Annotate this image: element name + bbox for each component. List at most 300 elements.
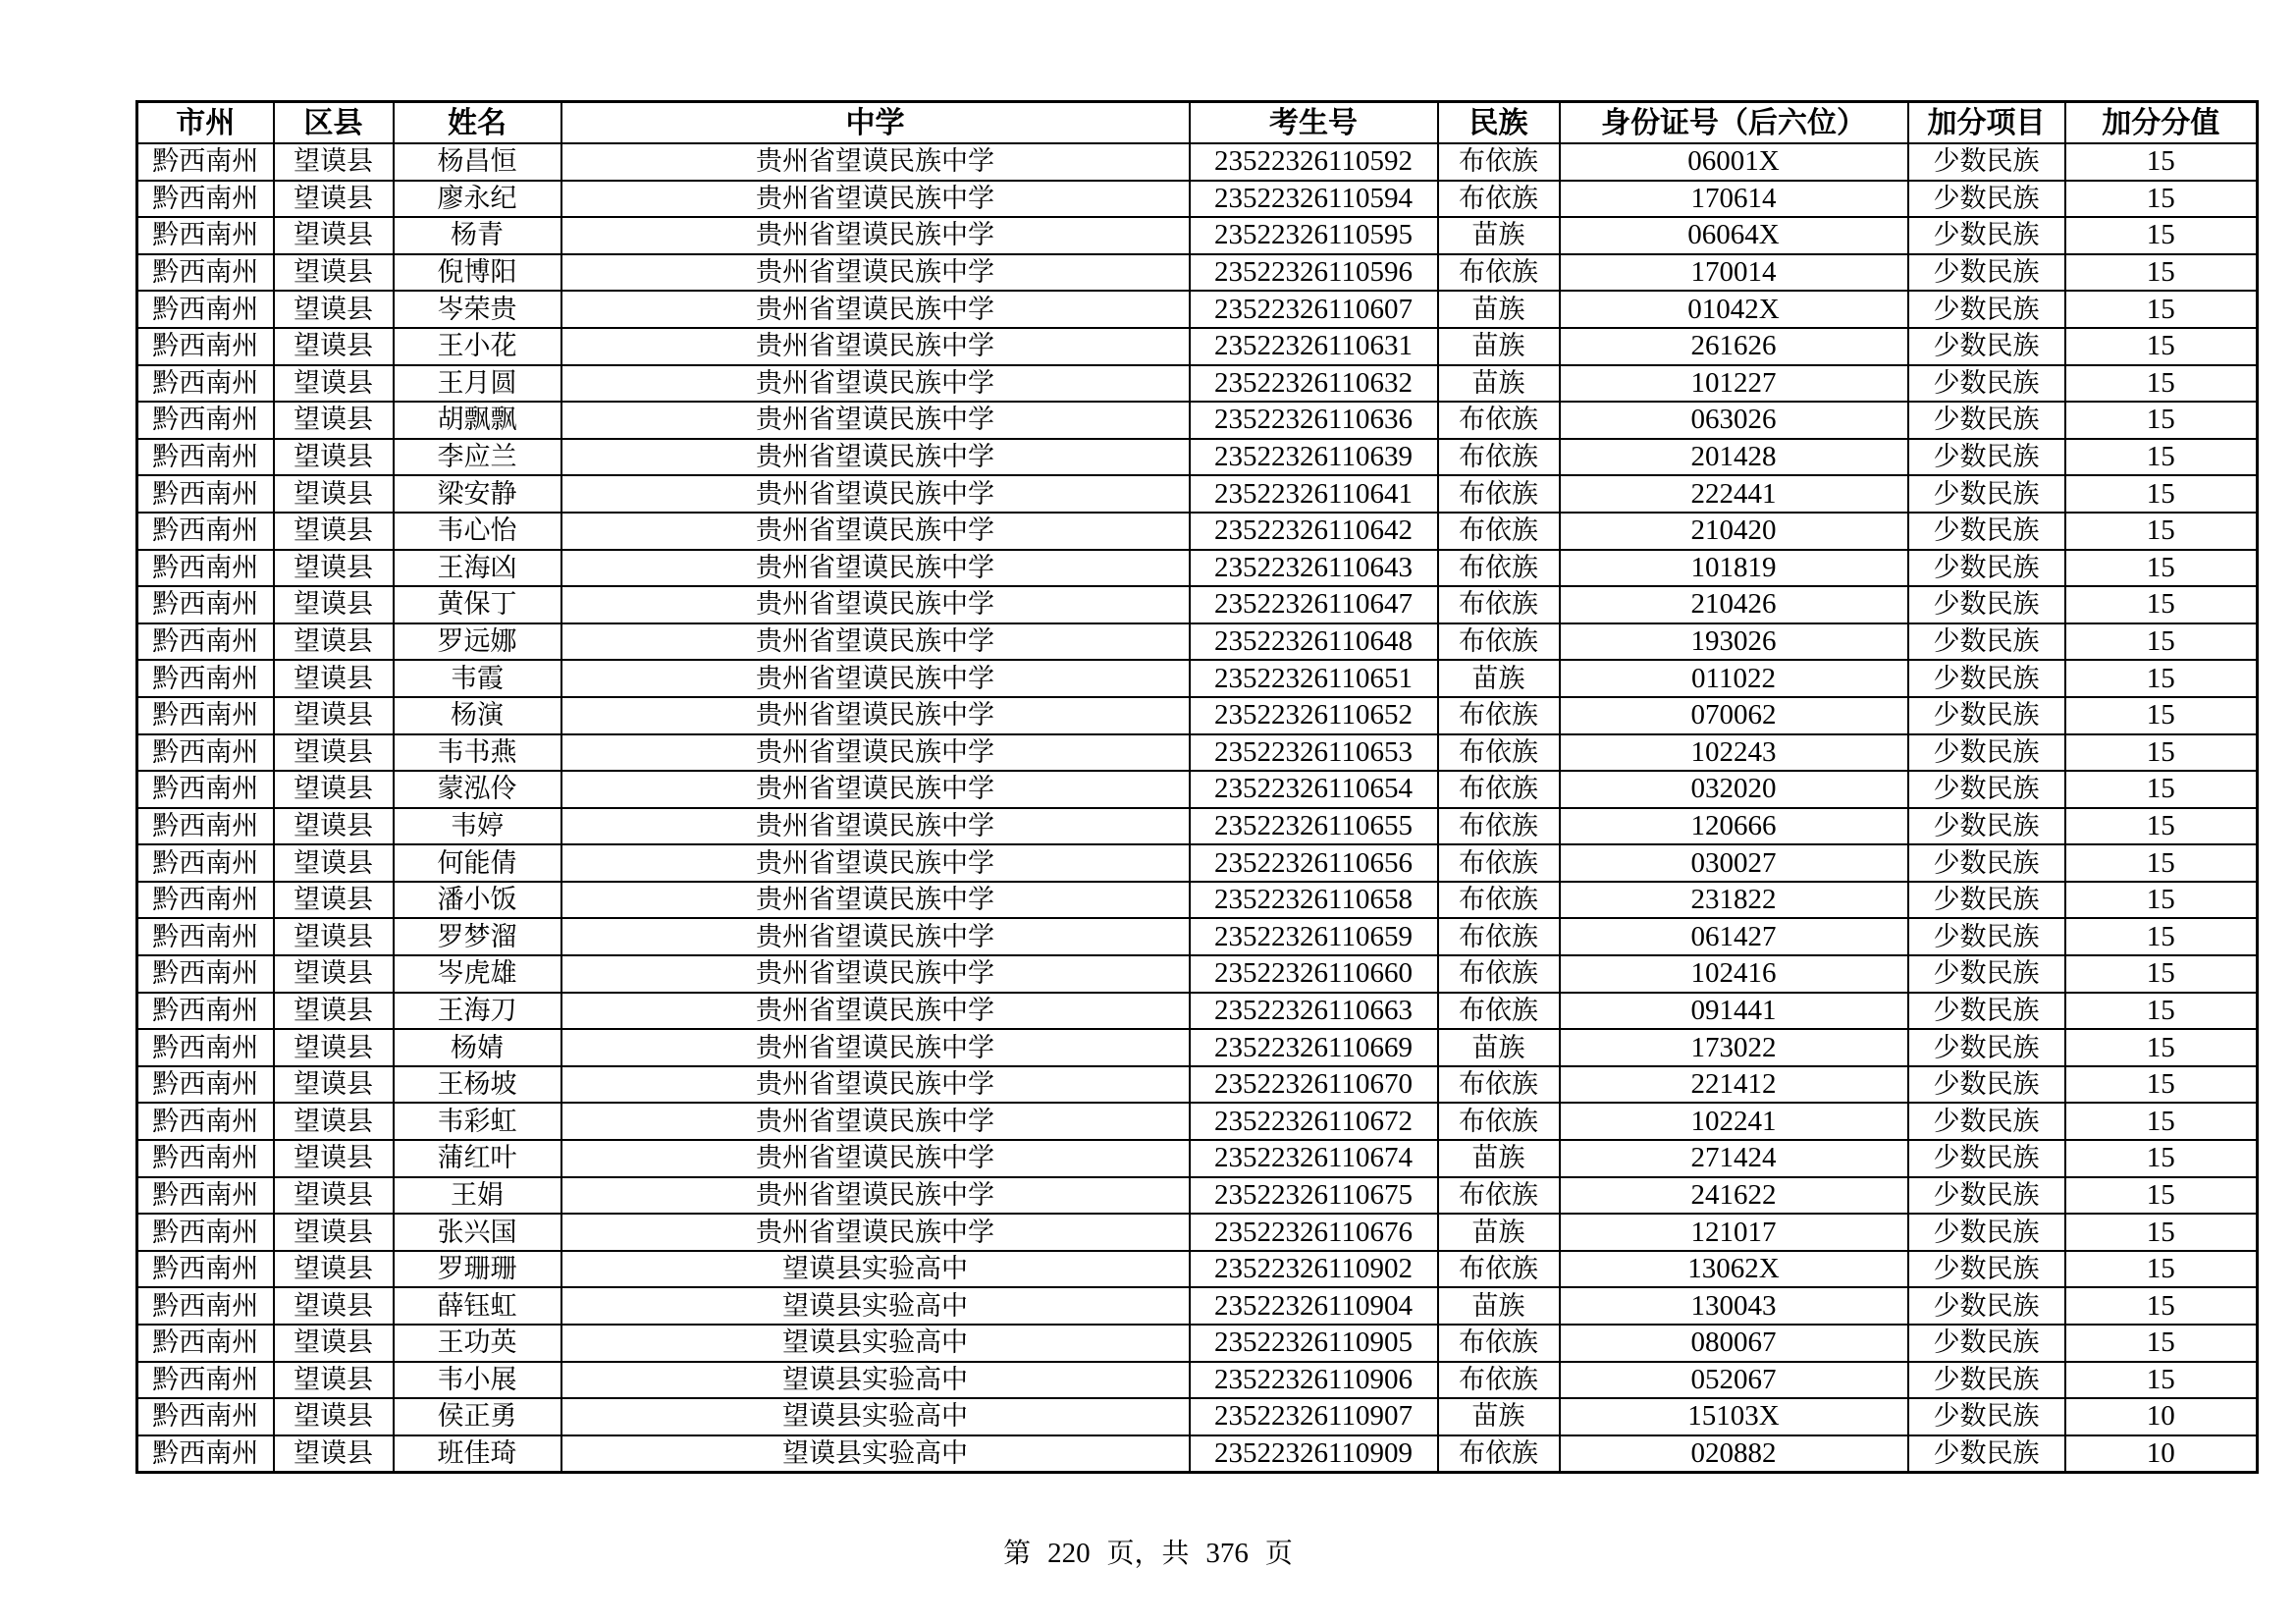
id-suffix-cell: 221412: [1560, 1066, 1908, 1104]
school-cell: 贵州省望谟民族中学: [561, 844, 1190, 882]
city-cell: 黔西南州: [137, 1066, 274, 1104]
name-cell: 韦霞: [394, 660, 561, 697]
city-cell: 黔西南州: [137, 439, 274, 476]
bonus-item-cell: 少数民族: [1908, 1177, 2065, 1215]
city-cell: 黔西南州: [137, 475, 274, 513]
bonus-item-cell: 少数民族: [1908, 1398, 2065, 1435]
table-row: [137, 1029, 2258, 1066]
county-cell: 望谟县: [274, 1251, 394, 1288]
name-cell: 岑荣贵: [394, 291, 561, 328]
table-row: [137, 143, 2258, 181]
city-cell: 黔西南州: [137, 697, 274, 734]
table-row: [137, 439, 2258, 476]
ethnicity-cell: 苗族: [1438, 217, 1560, 254]
bonus-score-cell: 10: [2065, 1398, 2258, 1435]
id-suffix-cell: 102416: [1560, 955, 1908, 993]
county-cell: 望谟县: [274, 513, 394, 550]
city-cell: 黔西南州: [137, 1251, 274, 1288]
school-cell: 望谟县实验高中: [561, 1435, 1190, 1473]
ethnicity-cell: 布依族: [1438, 771, 1560, 808]
ethnicity-cell: 布依族: [1438, 1362, 1560, 1399]
current-page-number: 220: [1047, 1538, 1091, 1569]
school-cell: 望谟县实验高中: [561, 1362, 1190, 1399]
name-cell: 蒲红叶: [394, 1140, 561, 1177]
exam-number-cell: 23522326110654: [1190, 771, 1438, 808]
school-cell: 贵州省望谟民族中学: [561, 1066, 1190, 1104]
county-cell: 望谟县: [274, 1214, 394, 1251]
name-cell: 胡飘飘: [394, 402, 561, 439]
bonus-score-cell: 15: [2065, 254, 2258, 292]
table-row: [137, 1325, 2258, 1362]
bonus-score-cell: 15: [2065, 993, 2258, 1030]
ethnicity-cell: 布依族: [1438, 1103, 1560, 1140]
city-cell: 黔西南州: [137, 844, 274, 882]
table-row: [137, 181, 2258, 218]
table-row: [137, 623, 2258, 661]
ethnicity-cell: 苗族: [1438, 1398, 1560, 1435]
bonus-item-cell: 少数民族: [1908, 1066, 2065, 1104]
bonus-item-cell: 少数民族: [1908, 402, 2065, 439]
ethnicity-cell: 布依族: [1438, 1325, 1560, 1362]
id-suffix-cell: 210420: [1560, 513, 1908, 550]
id-suffix-cell: 120666: [1560, 808, 1908, 845]
total-page-count: 376: [1205, 1538, 1249, 1569]
county-cell: 望谟县: [274, 475, 394, 513]
county-cell: 望谟县: [274, 808, 394, 845]
name-cell: 杨昌恒: [394, 143, 561, 181]
ethnicity-cell: 布依族: [1438, 955, 1560, 993]
school-cell: 望谟县实验高中: [561, 1325, 1190, 1362]
bonus-item-cell: 少数民族: [1908, 550, 2065, 587]
id-suffix-cell: 231822: [1560, 882, 1908, 919]
page-footer: [0, 1532, 2296, 1571]
name-cell: 李应兰: [394, 439, 561, 476]
footer-prefix: 第: [1003, 1537, 1032, 1569]
name-cell: 王功英: [394, 1325, 561, 1362]
county-cell: 望谟县: [274, 918, 394, 955]
table-row: [137, 955, 2258, 993]
city-cell: 黔西南州: [137, 328, 274, 365]
name-cell: 王海刀: [394, 993, 561, 1030]
city-cell: 黔西南州: [137, 586, 274, 623]
county-cell: 望谟县: [274, 439, 394, 476]
id-suffix-cell: 080067: [1560, 1325, 1908, 1362]
ethnicity-cell: 苗族: [1438, 365, 1560, 403]
ethnicity-cell: 布依族: [1438, 918, 1560, 955]
city-cell: 黔西南州: [137, 1177, 274, 1215]
name-cell: 罗珊珊: [394, 1251, 561, 1288]
city-cell: 黔西南州: [137, 1029, 274, 1066]
school-cell: 贵州省望谟民族中学: [561, 217, 1190, 254]
name-cell: 张兴国: [394, 1214, 561, 1251]
column-header-city: 市州: [137, 102, 274, 144]
school-cell: 贵州省望谟民族中学: [561, 955, 1190, 993]
table-row: [137, 1362, 2258, 1399]
county-cell: 望谟县: [274, 1325, 394, 1362]
exam-number-cell: 23522326110607: [1190, 291, 1438, 328]
city-cell: 黔西南州: [137, 771, 274, 808]
county-cell: 望谟县: [274, 328, 394, 365]
table-row: [137, 1177, 2258, 1215]
county-cell: 望谟县: [274, 1287, 394, 1325]
ethnicity-cell: 布依族: [1438, 586, 1560, 623]
school-cell: 贵州省望谟民族中学: [561, 550, 1190, 587]
name-cell: 韦小展: [394, 1362, 561, 1399]
name-cell: 岑虎雄: [394, 955, 561, 993]
ethnicity-cell: 布依族: [1438, 1177, 1560, 1215]
county-cell: 望谟县: [274, 550, 394, 587]
county-cell: 望谟县: [274, 1103, 394, 1140]
bonus-score-cell: 15: [2065, 1287, 2258, 1325]
county-cell: 望谟县: [274, 1140, 394, 1177]
id-suffix-cell: 201428: [1560, 439, 1908, 476]
id-suffix-cell: 070062: [1560, 697, 1908, 734]
exam-number-cell: 23522326110669: [1190, 1029, 1438, 1066]
name-cell: 王杨坡: [394, 1066, 561, 1104]
school-cell: 贵州省望谟民族中学: [561, 808, 1190, 845]
city-cell: 黔西南州: [137, 1287, 274, 1325]
bonus-item-cell: 少数民族: [1908, 475, 2065, 513]
id-suffix-cell: 06001X: [1560, 143, 1908, 181]
bonus-score-cell: 15: [2065, 734, 2258, 772]
id-suffix-cell: 170614: [1560, 181, 1908, 218]
ethnicity-cell: 布依族: [1438, 1251, 1560, 1288]
city-cell: 黔西南州: [137, 1398, 274, 1435]
school-cell: 贵州省望谟民族中学: [561, 918, 1190, 955]
school-cell: 贵州省望谟民族中学: [561, 365, 1190, 403]
exam-number-cell: 23522326110651: [1190, 660, 1438, 697]
bonus-score-cell: 15: [2065, 550, 2258, 587]
name-cell: 杨演: [394, 697, 561, 734]
city-cell: 黔西南州: [137, 1435, 274, 1473]
city-cell: 黔西南州: [137, 181, 274, 218]
school-cell: 贵州省望谟民族中学: [561, 586, 1190, 623]
table-row: [137, 217, 2258, 254]
column-header-county: 区县: [274, 102, 394, 144]
county-cell: 望谟县: [274, 955, 394, 993]
bonus-item-cell: 少数民族: [1908, 844, 2065, 882]
ethnicity-cell: 布依族: [1438, 475, 1560, 513]
table-row: [137, 1398, 2258, 1435]
school-cell: 望谟县实验高中: [561, 1287, 1190, 1325]
county-cell: 望谟县: [274, 660, 394, 697]
id-suffix-cell: 030027: [1560, 844, 1908, 882]
table-row: [137, 1435, 2258, 1473]
city-cell: 黔西南州: [137, 660, 274, 697]
exam-number-cell: 23522326110907: [1190, 1398, 1438, 1435]
exam-number-cell: 23522326110659: [1190, 918, 1438, 955]
school-cell: 贵州省望谟民族中学: [561, 771, 1190, 808]
ethnicity-cell: 布依族: [1438, 181, 1560, 218]
name-cell: 王小花: [394, 328, 561, 365]
table-row: [137, 660, 2258, 697]
city-cell: 黔西南州: [137, 918, 274, 955]
exam-number-cell: 23522326110641: [1190, 475, 1438, 513]
bonus-score-cell: 15: [2065, 844, 2258, 882]
city-cell: 黔西南州: [137, 291, 274, 328]
city-cell: 黔西南州: [137, 550, 274, 587]
id-suffix-cell: 193026: [1560, 623, 1908, 661]
name-cell: 杨婧: [394, 1029, 561, 1066]
column-header-name: 姓名: [394, 102, 561, 144]
bonus-score-cell: 15: [2065, 1177, 2258, 1215]
column-header-bonus-score: 加分分值: [2065, 102, 2258, 144]
bonus-item-cell: 少数民族: [1908, 439, 2065, 476]
ethnicity-cell: 布依族: [1438, 513, 1560, 550]
school-cell: 贵州省望谟民族中学: [561, 513, 1190, 550]
exam-number-cell: 23522326110660: [1190, 955, 1438, 993]
ethnicity-cell: 布依族: [1438, 1435, 1560, 1473]
school-cell: 贵州省望谟民族中学: [561, 1214, 1190, 1251]
exam-number-cell: 23522326110905: [1190, 1325, 1438, 1362]
id-suffix-cell: 170014: [1560, 254, 1908, 292]
name-cell: 黄保丁: [394, 586, 561, 623]
school-cell: 贵州省望谟民族中学: [561, 1103, 1190, 1140]
footer-middle: 页，共: [1106, 1537, 1190, 1569]
county-cell: 望谟县: [274, 734, 394, 772]
exam-number-cell: 23522326110663: [1190, 993, 1438, 1030]
column-header-school: 中学: [561, 102, 1190, 144]
bonus-item-cell: 少数民族: [1908, 365, 2065, 403]
name-cell: 倪博阳: [394, 254, 561, 292]
bonus-score-cell: 15: [2065, 1140, 2258, 1177]
bonus-item-cell: 少数民族: [1908, 217, 2065, 254]
ethnicity-cell: 布依族: [1438, 993, 1560, 1030]
bonus-item-cell: 少数民族: [1908, 254, 2065, 292]
name-cell: 王海凶: [394, 550, 561, 587]
bonus-item-cell: 少数民族: [1908, 882, 2065, 919]
exam-number-cell: 23522326110652: [1190, 697, 1438, 734]
ethnicity-cell: 苗族: [1438, 1214, 1560, 1251]
ethnicity-cell: 布依族: [1438, 623, 1560, 661]
id-suffix-cell: 271424: [1560, 1140, 1908, 1177]
bonus-score-cell: 15: [2065, 513, 2258, 550]
column-header-ethnicity: 民族: [1438, 102, 1560, 144]
bonus-score-cell: 15: [2065, 291, 2258, 328]
bonus-score-cell: 15: [2065, 143, 2258, 181]
exam-number-cell: 23522326110902: [1190, 1251, 1438, 1288]
city-cell: 黔西南州: [137, 1362, 274, 1399]
table-row: [137, 586, 2258, 623]
bonus-item-cell: 少数民族: [1908, 955, 2065, 993]
column-header-id-suffix: 身份证号（后六位）: [1560, 102, 1908, 144]
city-cell: 黔西南州: [137, 365, 274, 403]
bonus-score-cell: 15: [2065, 808, 2258, 845]
bonus-item-cell: 少数民族: [1908, 1435, 2065, 1473]
bonus-score-cell: 15: [2065, 623, 2258, 661]
column-header-bonus-item: 加分项目: [1908, 102, 2065, 144]
exam-number-cell: 23522326110674: [1190, 1140, 1438, 1177]
id-suffix-cell: 173022: [1560, 1029, 1908, 1066]
city-cell: 黔西南州: [137, 513, 274, 550]
ethnicity-cell: 布依族: [1438, 808, 1560, 845]
bonus-item-cell: 少数民族: [1908, 1103, 2065, 1140]
county-cell: 望谟县: [274, 623, 394, 661]
id-suffix-cell: 210426: [1560, 586, 1908, 623]
id-suffix-cell: 01042X: [1560, 291, 1908, 328]
bonus-item-cell: 少数民族: [1908, 734, 2065, 772]
city-cell: 黔西南州: [137, 1325, 274, 1362]
bonus-points-table: [135, 100, 2259, 1474]
city-cell: 黔西南州: [137, 993, 274, 1030]
bonus-item-cell: 少数民族: [1908, 993, 2065, 1030]
name-cell: 王月圆: [394, 365, 561, 403]
id-suffix-cell: 06064X: [1560, 217, 1908, 254]
county-cell: 望谟县: [274, 254, 394, 292]
exam-number-cell: 23522326110648: [1190, 623, 1438, 661]
name-cell: 杨青: [394, 217, 561, 254]
bonus-score-cell: 15: [2065, 882, 2258, 919]
bonus-score-cell: 15: [2065, 181, 2258, 218]
city-cell: 黔西南州: [137, 402, 274, 439]
bonus-score-cell: 15: [2065, 439, 2258, 476]
exam-number-cell: 23522326110592: [1190, 143, 1438, 181]
exam-number-cell: 23522326110670: [1190, 1066, 1438, 1104]
table-row: [137, 1103, 2258, 1140]
id-suffix-cell: 222441: [1560, 475, 1908, 513]
id-suffix-cell: 121017: [1560, 1214, 1908, 1251]
table-header: [137, 102, 2258, 144]
name-cell: 蒙泓伶: [394, 771, 561, 808]
city-cell: 黔西南州: [137, 734, 274, 772]
bonus-item-cell: 少数民族: [1908, 1251, 2065, 1288]
table-body: [137, 143, 2258, 1473]
bonus-score-cell: 15: [2065, 328, 2258, 365]
bonus-score-cell: 15: [2065, 586, 2258, 623]
exam-number-cell: 23522326110643: [1190, 550, 1438, 587]
id-suffix-cell: 020882: [1560, 1435, 1908, 1473]
bonus-score-cell: 15: [2065, 1251, 2258, 1288]
bonus-item-cell: 少数民族: [1908, 623, 2065, 661]
table-row: [137, 1214, 2258, 1251]
school-cell: 贵州省望谟民族中学: [561, 993, 1190, 1030]
ethnicity-cell: 布依族: [1438, 844, 1560, 882]
table-row: [137, 365, 2258, 403]
bonus-score-cell: 15: [2065, 1325, 2258, 1362]
exam-number-cell: 23522326110656: [1190, 844, 1438, 882]
county-cell: 望谟县: [274, 402, 394, 439]
city-cell: 黔西南州: [137, 808, 274, 845]
ethnicity-cell: 布依族: [1438, 143, 1560, 181]
school-cell: 贵州省望谟民族中学: [561, 1140, 1190, 1177]
exam-number-cell: 23522326110639: [1190, 439, 1438, 476]
id-suffix-cell: 011022: [1560, 660, 1908, 697]
id-suffix-cell: 13062X: [1560, 1251, 1908, 1288]
bonus-score-cell: 15: [2065, 475, 2258, 513]
ethnicity-cell: 苗族: [1438, 1287, 1560, 1325]
exam-number-cell: 23522326110653: [1190, 734, 1438, 772]
school-cell: 望谟县实验高中: [561, 1398, 1190, 1435]
exam-number-cell: 23522326110596: [1190, 254, 1438, 292]
city-cell: 黔西南州: [137, 217, 274, 254]
ethnicity-cell: 布依族: [1438, 1066, 1560, 1104]
school-cell: 贵州省望谟民族中学: [561, 291, 1190, 328]
footer-suffix: 页: [1264, 1537, 1293, 1569]
name-cell: 韦心怡: [394, 513, 561, 550]
id-suffix-cell: 130043: [1560, 1287, 1908, 1325]
name-cell: 梁安静: [394, 475, 561, 513]
school-cell: 望谟县实验高中: [561, 1251, 1190, 1288]
bonus-score-cell: 15: [2065, 1214, 2258, 1251]
ethnicity-cell: 苗族: [1438, 1029, 1560, 1066]
exam-number-cell: 23522326110632: [1190, 365, 1438, 403]
county-cell: 望谟县: [274, 217, 394, 254]
bonus-score-cell: 15: [2065, 660, 2258, 697]
name-cell: 韦彩虹: [394, 1103, 561, 1140]
bonus-score-cell: 15: [2065, 1029, 2258, 1066]
table-row: [137, 697, 2258, 734]
ethnicity-cell: 布依族: [1438, 550, 1560, 587]
county-cell: 望谟县: [274, 882, 394, 919]
table-row: [137, 475, 2258, 513]
bonus-score-cell: 15: [2065, 1362, 2258, 1399]
county-cell: 望谟县: [274, 586, 394, 623]
id-suffix-cell: 032020: [1560, 771, 1908, 808]
name-cell: 王娟: [394, 1177, 561, 1215]
id-suffix-cell: 102241: [1560, 1103, 1908, 1140]
county-cell: 望谟县: [274, 1177, 394, 1215]
id-suffix-cell: 063026: [1560, 402, 1908, 439]
city-cell: 黔西南州: [137, 143, 274, 181]
bonus-item-cell: 少数民族: [1908, 808, 2065, 845]
bonus-item-cell: 少数民族: [1908, 328, 2065, 365]
bonus-item-cell: 少数民族: [1908, 771, 2065, 808]
city-cell: 黔西南州: [137, 882, 274, 919]
county-cell: 望谟县: [274, 697, 394, 734]
exam-number-cell: 23522326110594: [1190, 181, 1438, 218]
name-cell: 何能倩: [394, 844, 561, 882]
id-suffix-cell: 101819: [1560, 550, 1908, 587]
city-cell: 黔西南州: [137, 623, 274, 661]
county-cell: 望谟县: [274, 1362, 394, 1399]
ethnicity-cell: 苗族: [1438, 1140, 1560, 1177]
bonus-item-cell: 少数民族: [1908, 586, 2065, 623]
table-row: [137, 734, 2258, 772]
school-cell: 贵州省望谟民族中学: [561, 254, 1190, 292]
school-cell: 贵州省望谟民族中学: [561, 402, 1190, 439]
school-cell: 贵州省望谟民族中学: [561, 697, 1190, 734]
county-cell: 望谟县: [274, 993, 394, 1030]
name-cell: 薛钰虹: [394, 1287, 561, 1325]
table-row: [137, 254, 2258, 292]
bonus-score-cell: 15: [2065, 697, 2258, 734]
county-cell: 望谟县: [274, 771, 394, 808]
county-cell: 望谟县: [274, 844, 394, 882]
city-cell: 黔西南州: [137, 254, 274, 292]
school-cell: 贵州省望谟民族中学: [561, 882, 1190, 919]
city-cell: 黔西南州: [137, 1103, 274, 1140]
table-row: [137, 402, 2258, 439]
school-cell: 贵州省望谟民族中学: [561, 143, 1190, 181]
name-cell: 廖永纪: [394, 181, 561, 218]
bonus-item-cell: 少数民族: [1908, 1362, 2065, 1399]
exam-number-cell: 23522326110909: [1190, 1435, 1438, 1473]
city-cell: 黔西南州: [137, 1140, 274, 1177]
table-row: [137, 882, 2258, 919]
bonus-item-cell: 少数民族: [1908, 660, 2065, 697]
ethnicity-cell: 布依族: [1438, 734, 1560, 772]
exam-number-cell: 23522326110595: [1190, 217, 1438, 254]
table-row: [137, 291, 2258, 328]
name-cell: 潘小饭: [394, 882, 561, 919]
name-cell: 韦书燕: [394, 734, 561, 772]
bonus-score-cell: 15: [2065, 955, 2258, 993]
table-row: [137, 844, 2258, 882]
city-cell: 黔西南州: [137, 1214, 274, 1251]
city-cell: 黔西南州: [137, 955, 274, 993]
bonus-item-cell: 少数民族: [1908, 143, 2065, 181]
table-row: [137, 1066, 2258, 1104]
